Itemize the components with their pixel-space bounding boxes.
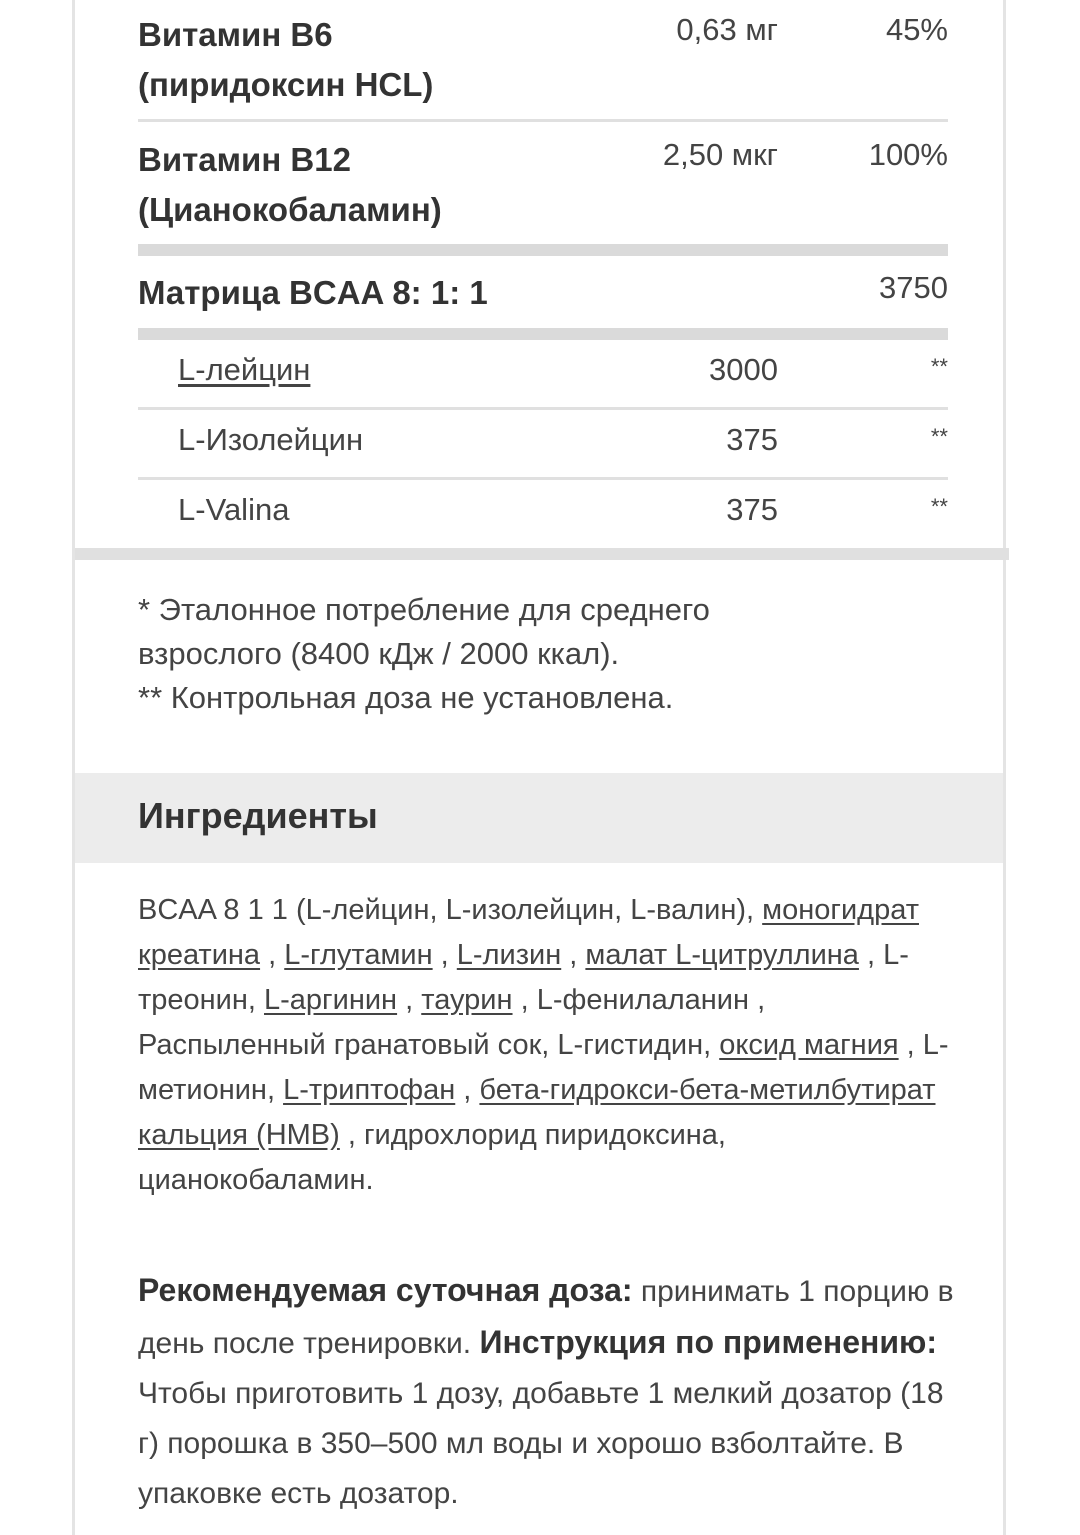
dosage-instructions <box>138 1265 958 1519</box>
ingredients-heading: Ингредиенты <box>138 795 378 836</box>
row-divider <box>138 407 948 410</box>
row-divider <box>138 477 948 480</box>
nutrient-name-line2: (Цианокобаламин) <box>138 191 442 228</box>
ingredient-text: , <box>561 939 586 971</box>
ingredient-link[interactable]: L-аргинин <box>264 984 398 1016</box>
nutrient-percent: 100% <box>868 137 948 172</box>
sub-nutrient-mark: ** <box>930 424 948 449</box>
row-divider <box>138 119 948 122</box>
dose-label: Рекомендуемая суточная доза: <box>138 1272 633 1308</box>
ingredient-text: , L-треонин, <box>138 939 909 1016</box>
nutrient-name <box>138 135 442 235</box>
ingredient-text: , гидрохлорид пиридоксина, цианокобаламин. <box>138 1119 726 1196</box>
sub-nutrient-amount: 375 <box>726 492 778 527</box>
ingredient-text: BCAA 8 1 1 (L-лейцин, L-изолейцин, L-валин), <box>138 894 755 926</box>
ingredient-text: , L-фенилаланин , Распыленный гранатовый сок, L-гистидин, <box>138 984 766 1061</box>
sub-nutrient-mark: ** <box>930 494 948 519</box>
ingredient-link[interactable]: бета-гидрокси-бета-метилбутират кальция (HMB) <box>138 1074 936 1151</box>
sub-nutrient-name: L-Valina <box>178 492 290 527</box>
nutrient-name-line1: Витамин B12 <box>138 141 351 178</box>
nutrient-percent: 45% <box>885 12 948 47</box>
ingredient-link[interactable]: L-лизин <box>456 939 562 971</box>
sub-row-isoleucine <box>138 422 948 466</box>
ingredient-link[interactable]: моногидрат креатина <box>138 894 919 971</box>
nutrient-name-line1: Витамин B6 <box>138 16 333 53</box>
dose-text: принимать 1 порцию в день после тренировки. <box>138 1275 954 1360</box>
section-divider <box>138 244 948 256</box>
product-info-panel <box>72 0 1006 1535</box>
nutrition-row-bcaa <box>138 268 948 318</box>
ingredient-link[interactable]: малат L-цитруллина <box>585 939 859 971</box>
nutrient-amount: 2,50 мкг <box>662 137 778 172</box>
nutrient-value: 3750 <box>879 270 948 305</box>
sub-nutrient-link[interactable]: L-лейцин <box>178 352 311 387</box>
nutrient-name: Матрица BCAA 8: 1: 1 <box>138 274 488 311</box>
table-bottom-border <box>75 548 1009 560</box>
section-divider <box>138 328 948 340</box>
usage-text: Чтобы приготовить 1 дозу, добавьте 1 мелкий дозатор (18 г) порошка в 350–500 мл воды и хорошо взболтайте. В упаковке есть дозатор. <box>138 1377 944 1510</box>
footnote-line: ** Контрольная доза не установлена. <box>138 680 674 715</box>
nutrition-row-b6 <box>138 10 948 110</box>
sub-nutrient-name: L-Изолейцин <box>178 422 364 457</box>
ingredients-header <box>75 773 1003 863</box>
nutrition-row-b12 <box>138 135 948 235</box>
nutrient-name-line2: (пиридоксин HCL) <box>138 66 434 103</box>
ingredient-text: , <box>455 1074 480 1106</box>
sub-nutrient-amount: 375 <box>726 422 778 457</box>
ingredient-text: , <box>260 939 285 971</box>
sub-nutrient-mark: ** <box>930 354 948 379</box>
ingredient-text: , <box>432 939 457 971</box>
ingredients-text <box>138 888 953 1203</box>
ingredient-link[interactable]: таурин <box>421 984 513 1016</box>
ingredient-link[interactable]: оксид магния <box>719 1029 899 1061</box>
ingredient-link[interactable]: L-триптофан <box>283 1074 456 1106</box>
nutrient-amount: 0,63 мг <box>676 12 778 47</box>
footnote-line: * Эталонное потребление для среднего <box>138 592 710 627</box>
footnotes <box>138 588 948 720</box>
footnote-line: взрослого (8400 кДж / 2000 ккал). <box>138 636 620 671</box>
ingredient-text: , <box>397 984 422 1016</box>
sub-row-valine <box>138 492 948 536</box>
ingredient-text: , L-метионин, <box>138 1029 949 1106</box>
sub-nutrient-amount: 3000 <box>709 352 778 387</box>
usage-label: Инструкция по применению: <box>479 1324 938 1360</box>
sub-row-leucine <box>138 352 948 396</box>
nutrient-name <box>138 10 433 110</box>
ingredient-link[interactable]: L-глутамин <box>284 939 433 971</box>
